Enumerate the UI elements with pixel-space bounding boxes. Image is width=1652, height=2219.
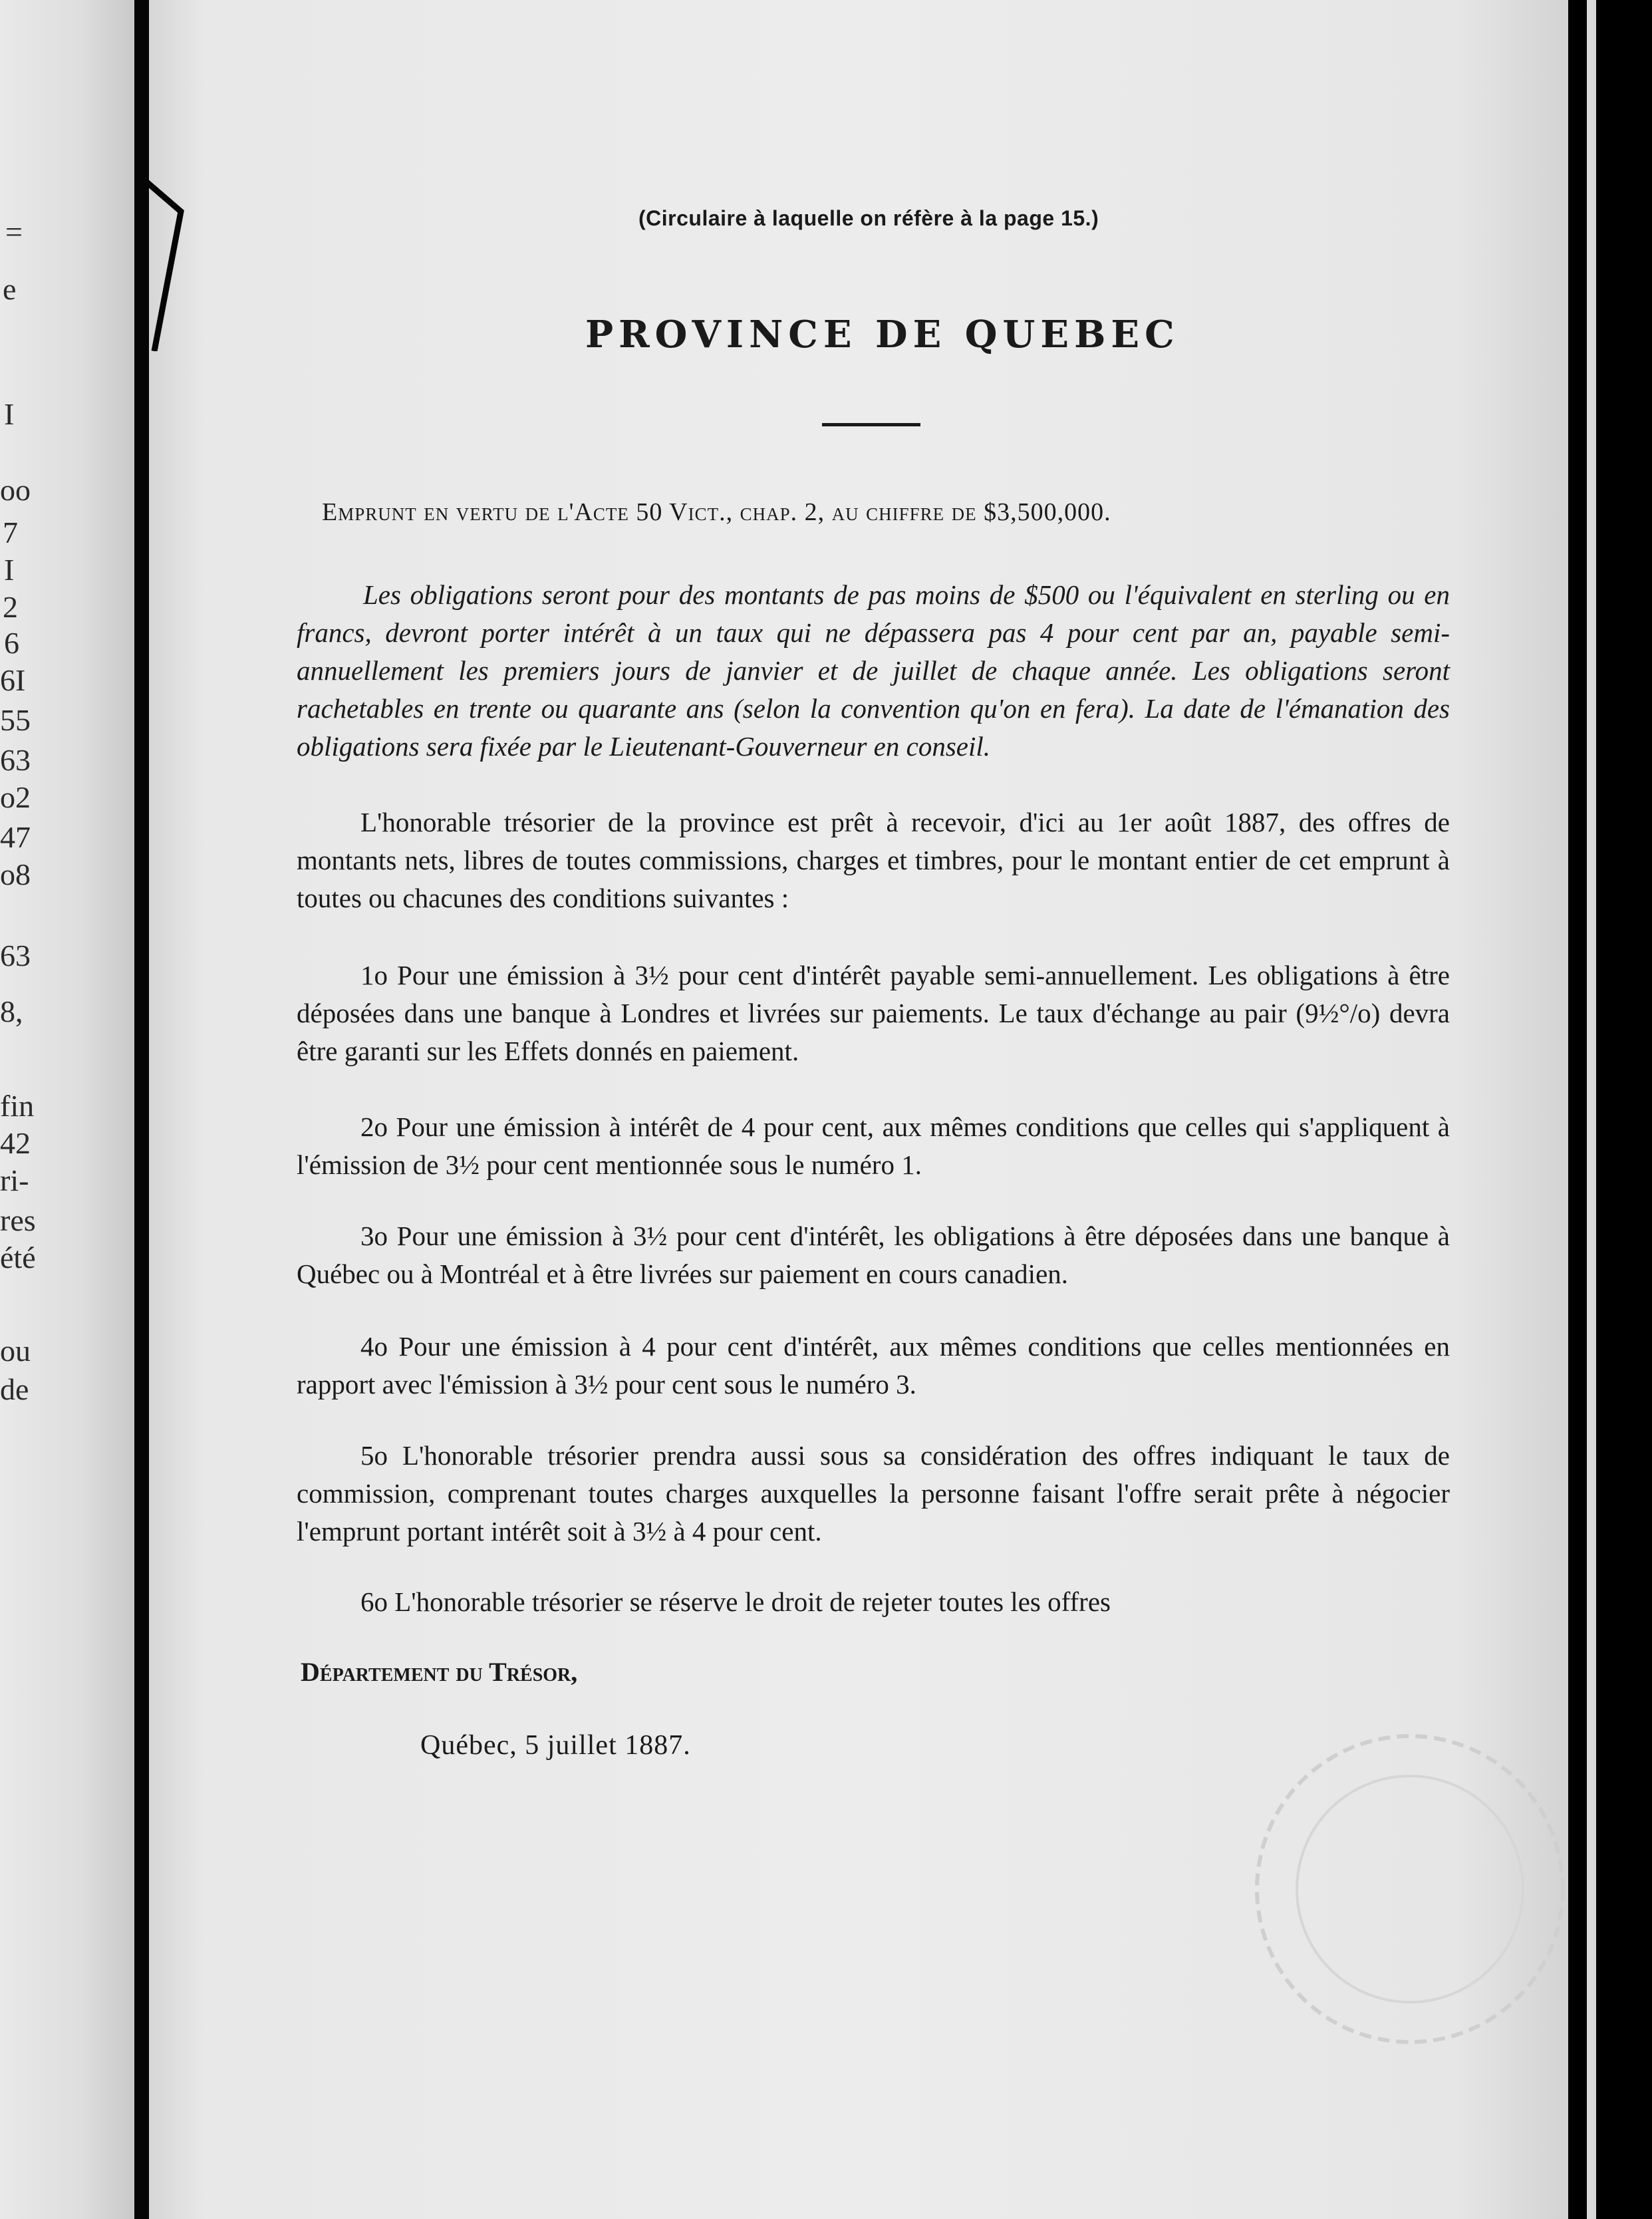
- left-fragment: 42: [0, 1126, 31, 1160]
- left-fragment: o2: [0, 780, 31, 814]
- left-fragment: 6: [4, 626, 19, 660]
- left-fragment: 2: [3, 590, 18, 624]
- left-fragment: 55: [0, 703, 31, 737]
- condition-1: 1o Pour une émission à 3½ pour cent d'intérêt payable semi-annuellement. Les obligations à être déposées dans une banque à Londres et livrées sur paiements. Le taux d'échange au pair (9½°/o) devra être garanti sur les Effets donnés en paiement.: [297, 960, 1450, 1066]
- left-fragment: oo: [0, 473, 31, 507]
- left-fragment: e: [3, 272, 17, 306]
- title-rule-divider: [822, 423, 920, 426]
- left-fragment: 6I: [0, 663, 26, 697]
- left-fragment: 63: [0, 743, 31, 777]
- left-fragment: fin: [0, 1089, 35, 1123]
- treasurer-paragraph: L'honorable trésorier de la province est prêt à recevoir, d'ici au 1er août 1887, des offres de montants nets, libres de toutes commissions, charges et timbres, pour le montant entier de cet emprunt à toutes ou chacunes des conditions suivantes :: [297, 807, 1450, 913]
- condition-2: 2o Pour une émission à intérêt de 4 pour cent, aux mêmes conditions que celles qui s'appliquent à l'émission de 3½ pour cent mentionnée sous le numéro 1.: [297, 1111, 1450, 1180]
- left-fragment: =: [5, 215, 23, 249]
- left-page-margin: [0, 0, 134, 2219]
- left-fragment: été: [0, 1241, 36, 1274]
- left-fragment: res: [0, 1203, 36, 1237]
- circular-reference-note: (Circulaire à laquelle on réfère à la page 15.): [638, 206, 1099, 230]
- place-date: Québec, 5 juillet 1887.: [420, 1730, 691, 1761]
- left-fragment: 7: [3, 516, 18, 549]
- left-fragment: 47: [0, 820, 31, 854]
- left-fragment: I: [4, 397, 15, 431]
- left-fragment: 63: [0, 939, 31, 972]
- condition-4: 4o Pour une émission à 4 pour cent d'intérêt, aux mêmes conditions que celles mentionnées en rapport avec l'émission à 3½ pour cent sous le numéro 3.: [297, 1331, 1450, 1400]
- condition-6: 6o L'honorable trésorier se réserve le droit de rejeter toutes les offres: [360, 1586, 1111, 1617]
- page-title: PROVINCE DE QUEBEC: [585, 313, 1180, 357]
- left-fragment: ri-: [0, 1163, 29, 1197]
- left-fragment: ou: [0, 1334, 31, 1368]
- intro-paragraph: Les obligations seront pour des montants de pas moins de $500 ou l'équivalent en sterling ou en francs, devront porter intérêt à un taux qui ne dépassera pas 4 pour cent par an, payable semi-annuellement les premiers jours de janvier et de juillet de chaque année. Les obligations seront rachetables en trente ou quarante ans (selon la convention qu'on en fera). La date de l'émanation des obligations sera fixée par le Lieutenant-Gouverneur en conseil.: [297, 579, 1450, 762]
- faded-stamp-seal-icon: [1237, 1716, 1583, 2062]
- left-fragment: I: [4, 553, 15, 587]
- condition-3: 3o Pour une émission à 3½ pour cent d'intérêt, les obligations à être déposées dans une banque à Québec ou à Montréal et à être livrées sur paiement en cours canadien.: [297, 1221, 1450, 1289]
- left-fragment: de: [0, 1372, 29, 1406]
- department-signature: Département du Trésor,: [301, 1657, 578, 1687]
- loan-heading: Emprunt en vertu de l'Acte 50 Vict., chap. 2, au chiffre de $3,500,000.: [322, 498, 1111, 526]
- left-fragment: 8,: [0, 994, 23, 1028]
- condition-5: 5o L'honorable trésorier prendra aussi sous sa considération des offres indiquant le taux de commission, comprenant toutes charges auxquelles la personne faisant l'offre serait prête à négocier l'emprunt portant intérêt soit à 3½ à 4 pour cent.: [297, 1440, 1450, 1547]
- left-fragment: o8: [0, 857, 31, 891]
- ribbon-bookmark-icon: [142, 178, 202, 351]
